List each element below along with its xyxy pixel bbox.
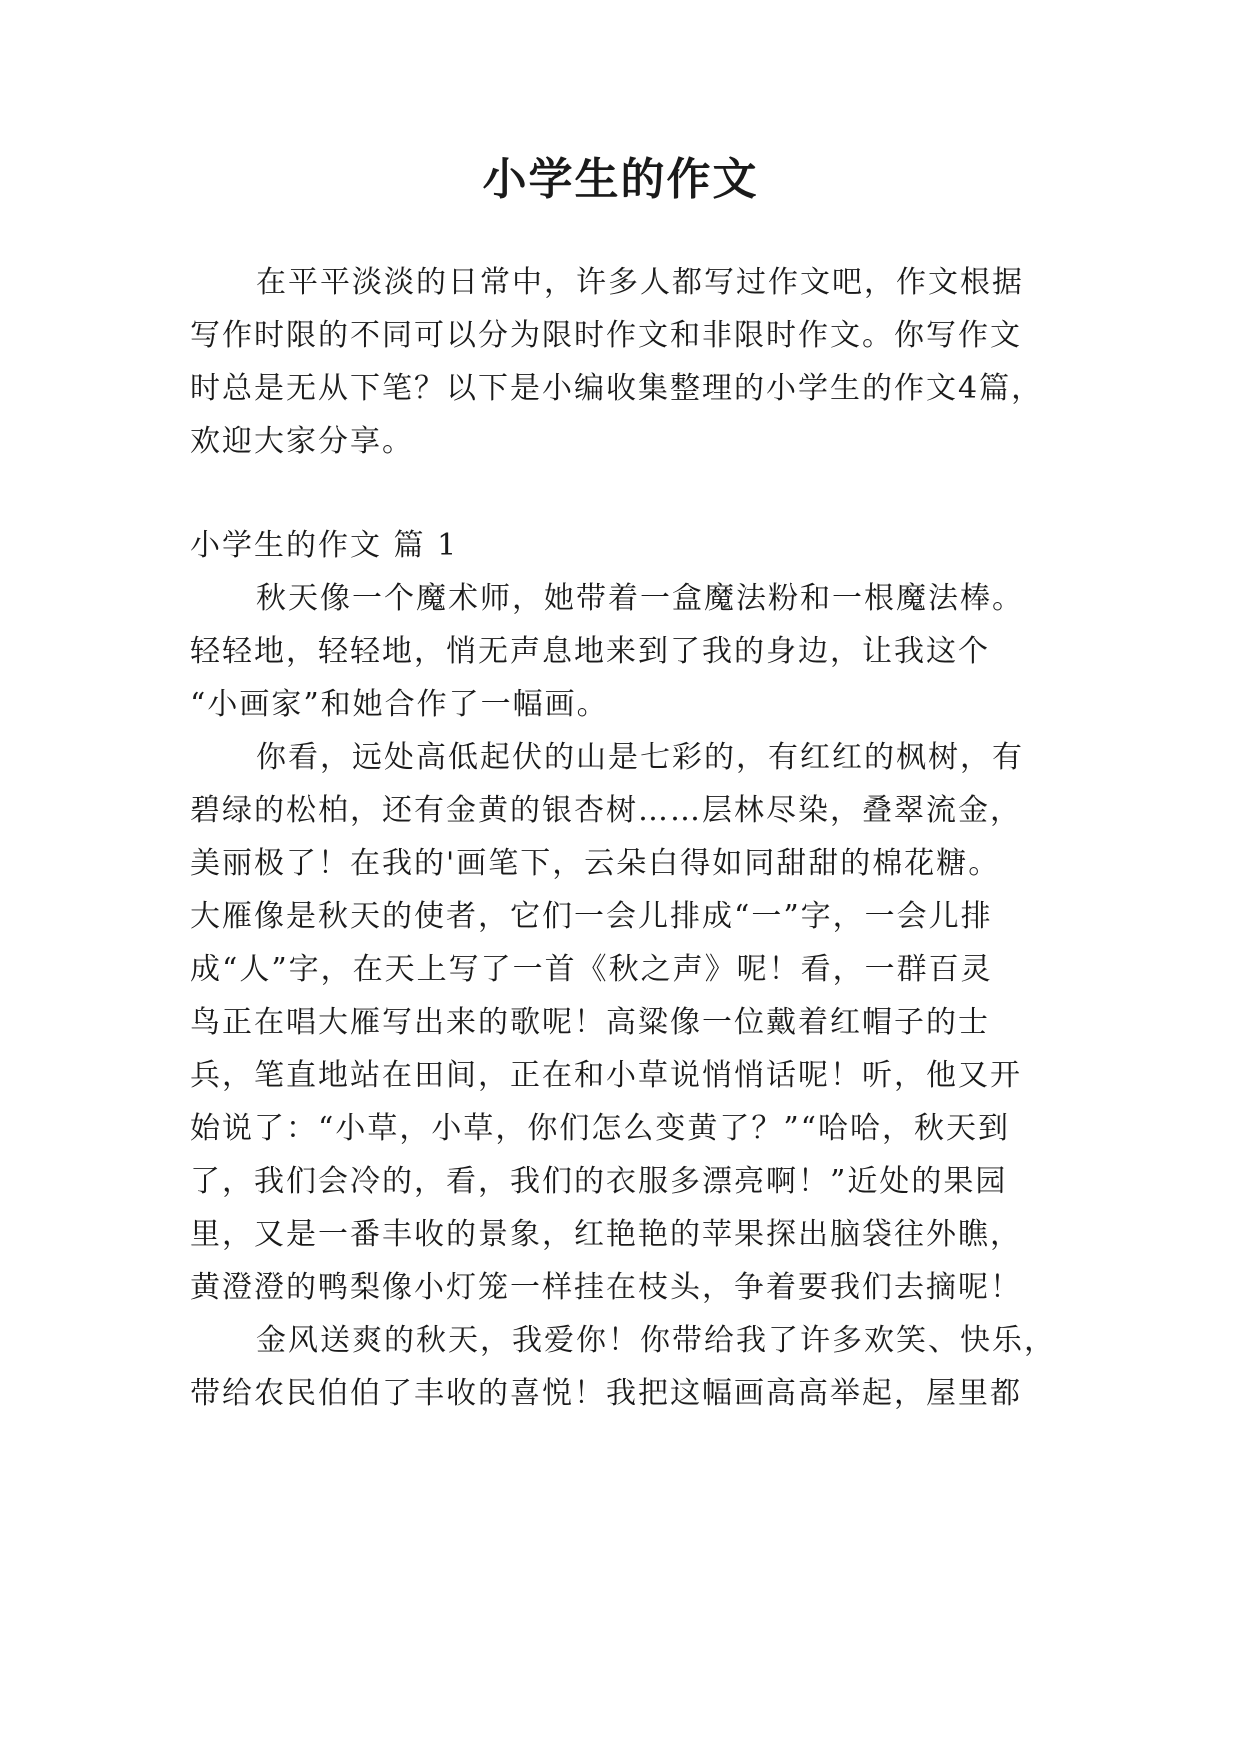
paragraph-line: 秋天像一个魔术师，她带着一盒魔法粉和一根魔法棒。 [256,581,1024,616]
intro-line: 欢迎大家分享。 [190,424,414,459]
paragraph-line: 你看，远处高低起伏的山是七彩的，有红红的枫树，有 [256,740,1024,775]
paragraph-line: 碧绿的松柏，还有金黄的银杏树……层林尽染，叠翠流金， [190,793,1022,828]
paragraph-line: 带给农民伯伯了丰收的喜悦！我把这幅画高高举起，屋里都 [190,1376,1022,1411]
intro-line: 写作时限的不同可以分为限时作文和非限时作文。你写作文 [190,318,1022,353]
paragraph-line: 金风送爽的秋天，我爱你！你带给我了许多欢笑、快乐， [256,1323,1056,1358]
paragraph-line: 始说了：“小草，小草，你们怎么变黄了？”“哈哈，秋天到 [190,1111,1011,1146]
paragraph-line: 大雁像是秋天的使者，它们一会儿排成“一”字，一会儿排 [190,899,993,934]
paragraph-line: “小画家”和她合作了一幅画。 [190,687,609,722]
paragraph-line: 轻轻地，轻轻地，悄无声息地来到了我的身边，让我这个 [190,634,990,669]
paragraph-line: 黄澄澄的鸭梨像小灯笼一样挂在枝头，争着要我们去摘呢！ [190,1270,1022,1305]
section-heading: 小学生的作文 篇 1 [190,528,459,563]
paragraph-line: 里，又是一番丰收的景象，红艳艳的苹果探出脑袋往外瞧， [190,1217,1022,1252]
paragraph-line: 鸟正在唱大雁写出来的歌呢！高粱像一位戴着红帽子的士 [190,1005,990,1040]
paragraph-line: 美丽极了！在我的'画笔下，云朵白得如同甜甜的棉花糖。 [190,846,1001,881]
intro-line: 在平平淡淡的日常中，许多人都写过作文吧，作文根据 [256,265,1024,300]
document-title: 小学生的作文 [482,154,759,205]
paragraph-line: 成“人”字，在天上写了一首《秋之声》呢！看，一群百灵 [190,952,993,987]
intro-line: 时总是无从下笔？以下是小编收集整理的小学生的作文4篇， [190,371,1044,406]
paragraph-line: 兵，笔直地站在田间，正在和小草说悄悄话呢！听，他又开 [190,1058,1022,1093]
paragraph-line: 了，我们会冷的，看，我们的衣服多漂亮啊！”近处的果园 [190,1164,1008,1199]
